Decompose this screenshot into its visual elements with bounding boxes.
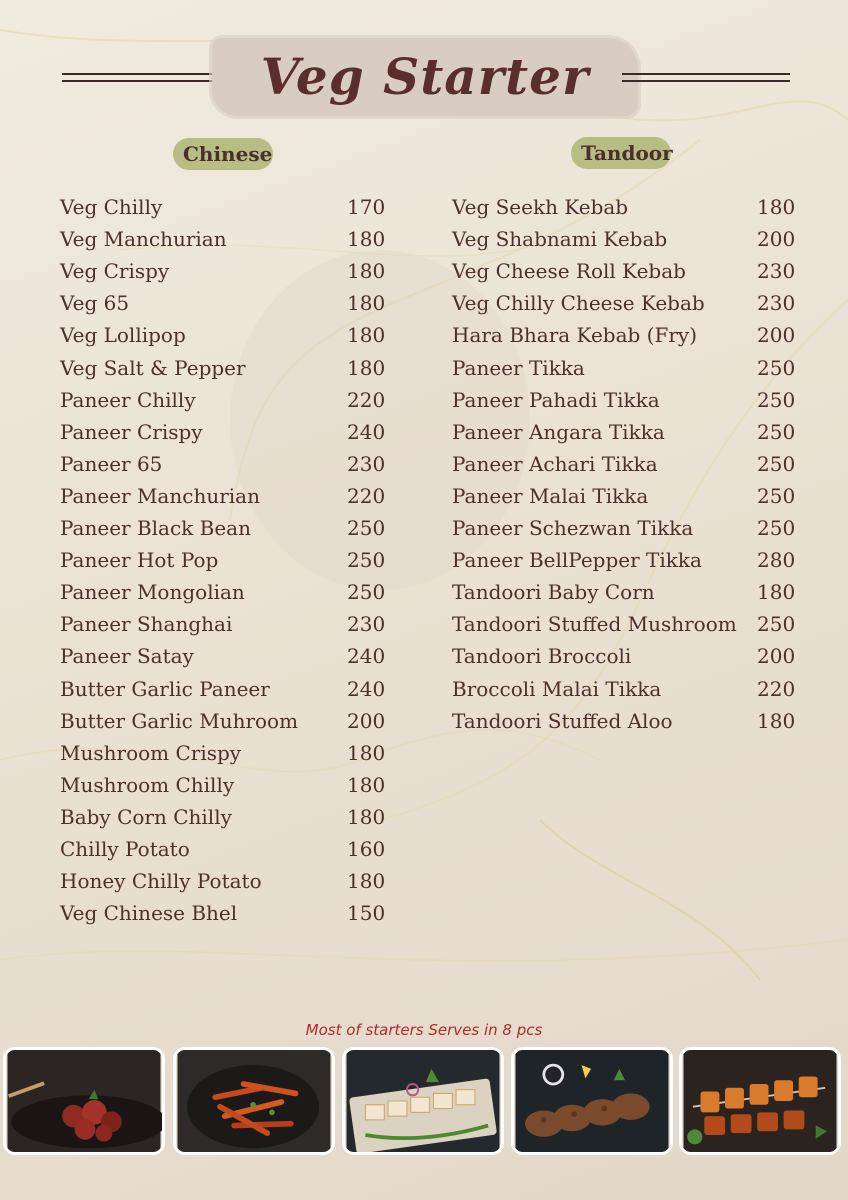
menu-item-row <box>452 384 807 416</box>
menu-item-price: 250 <box>757 419 796 444</box>
menu-item-price: 180 <box>757 580 796 605</box>
menu-item-price: 180 <box>347 740 386 765</box>
menu-item-price: 250 <box>347 548 386 573</box>
menu-item-name: Paneer Mongolian <box>60 580 245 605</box>
chilli-potato-photo-icon <box>173 1047 335 1155</box>
menu-item-name: Hara Bhara Kebab (Fry) <box>452 323 698 348</box>
menu-item-name: Tandoori Baby Corn <box>452 580 655 605</box>
menu-item-name: Paneer Black Bean <box>60 516 251 540</box>
menu-item-price: 200 <box>757 323 796 348</box>
menu-item-name: Paneer 65 <box>60 451 163 476</box>
menu-item-row <box>60 576 397 608</box>
menu-item-price: 250 <box>757 516 796 540</box>
menu-item-row <box>60 255 397 287</box>
menu-item-price: 180 <box>347 291 386 316</box>
menu-item-price: 220 <box>757 676 796 701</box>
menu-item-price: 230 <box>757 259 796 284</box>
menu-item-row <box>60 448 397 480</box>
menu-item-name: Baby Corn Chilly <box>60 804 232 829</box>
menu-item-price: 180 <box>347 355 386 380</box>
menu-item-name: Veg 65 <box>60 291 130 316</box>
menu-item-row <box>452 191 807 223</box>
menu-item-price: 240 <box>347 419 386 444</box>
menu-item-name: Veg Salt & Pepper <box>60 355 246 380</box>
chilli-paneer-photo-icon <box>3 1047 165 1155</box>
menu-item-row <box>60 223 397 255</box>
menu-item-name: Honey Chilly Potato <box>60 869 262 894</box>
title-rule-right-lower <box>622 80 790 82</box>
menu-item-price: 240 <box>347 676 386 701</box>
menu-item-price: 180 <box>347 227 386 252</box>
menu-item-row <box>60 865 397 897</box>
menu-item-name: Tandoori Stuffed Aloo <box>452 708 673 733</box>
menu-item-row <box>60 737 397 769</box>
seekh-kebab-photo-icon <box>511 1047 673 1155</box>
section-heading-tandoor: Tandoor <box>571 137 671 169</box>
menu-item-name: Veg Seekh Kebab <box>452 195 629 219</box>
menu-item-row <box>60 640 397 672</box>
menu-item-name: Veg Chinese Bhel <box>60 901 238 926</box>
menu-item-name: Broccoli Malai Tikka <box>452 676 662 701</box>
menu-item-price: 180 <box>757 195 796 219</box>
menu-item-row <box>452 287 807 319</box>
menu-item-row <box>452 576 807 608</box>
menu-item-name: Paneer Satay <box>60 644 194 669</box>
menu-item-price: 180 <box>757 708 796 733</box>
menu-item-row <box>60 416 397 448</box>
menu-item-price: 250 <box>757 355 796 380</box>
menu-item-name: Veg Crispy <box>60 259 170 284</box>
menu-item-name: Tandoori Broccoli <box>452 644 632 669</box>
menu-item-name: Paneer Shanghai <box>60 612 233 637</box>
menu-item-row <box>452 673 807 705</box>
menu-item-name: Chilly Potato <box>60 837 190 861</box>
menu-item-price: 180 <box>347 772 386 797</box>
menu-item-name: Butter Garlic Muhroom <box>60 708 299 733</box>
menu-item-row <box>60 705 397 737</box>
menu-item-price: 230 <box>347 451 386 476</box>
menu-item-row <box>60 319 397 351</box>
menu-item-row <box>60 673 397 705</box>
menu-item-name: Paneer BellPepper Tikka <box>452 548 702 573</box>
menu-item-price: 250 <box>757 387 796 412</box>
menu-item-name: Paneer Pahadi Tikka <box>452 387 660 412</box>
menu-item-price: 230 <box>347 612 386 637</box>
page-title: Veg Starter <box>260 47 590 106</box>
menu-item-name: Paneer Schezwan Tikka <box>452 516 694 540</box>
menu-item-price: 250 <box>347 580 386 605</box>
menu-item-name: Veg Manchurian <box>60 227 227 252</box>
menu-item-row <box>452 608 807 640</box>
menu-item-row <box>452 352 807 384</box>
menu-item-name: Veg Lollipop <box>60 323 186 348</box>
menu-item-price: 150 <box>347 901 386 926</box>
menu-item-row <box>60 544 397 576</box>
paneer-tikka-platter-photo-icon <box>342 1047 504 1155</box>
section-heading-chinese: Chinese <box>173 138 273 170</box>
menu-item-row <box>452 544 807 576</box>
menu-item-name: Paneer Manchurian <box>60 483 260 508</box>
menu-item-price: 200 <box>347 708 386 733</box>
menu-item-row <box>60 833 397 865</box>
menu-item-name: Veg Cheese Roll Kebab <box>452 259 686 284</box>
menu-item-row <box>452 480 807 512</box>
menu-item-name: Mushroom Crispy <box>60 740 242 765</box>
menu-item-price: 200 <box>757 644 796 669</box>
menu-item-price: 180 <box>347 804 386 829</box>
title-rule-left-lower <box>62 80 230 82</box>
menu-item-row <box>60 801 397 833</box>
menu-item-price: 180 <box>347 259 386 284</box>
menu-item-name: Paneer Malai Tikka <box>452 483 649 508</box>
menu-item-price: 220 <box>347 483 386 508</box>
menu-item-row <box>60 512 397 544</box>
menu-item-price: 280 <box>757 548 796 573</box>
menu-item-price: 220 <box>347 387 386 412</box>
menu-item-row <box>452 512 807 544</box>
menu-item-row <box>452 640 807 672</box>
menu-item-row <box>60 608 397 640</box>
menu-item-price: 200 <box>757 227 796 252</box>
title-rule-left <box>62 73 230 75</box>
menu-item-row <box>452 448 807 480</box>
menu-item-name: Butter Garlic Paneer <box>60 676 270 701</box>
menu-item-name: Tandoori Stuffed Mushroom <box>452 612 737 637</box>
menu-item-price: 250 <box>757 483 796 508</box>
menu-item-name: Veg Chilly <box>60 195 163 219</box>
menu-item-name: Paneer Angara Tikka <box>452 419 665 444</box>
menu-item-price: 180 <box>347 869 386 894</box>
menu-item-row <box>452 705 807 737</box>
menu-item-row <box>452 223 807 255</box>
menu-item-row <box>452 255 807 287</box>
menu-item-price: 180 <box>347 323 386 348</box>
menu-item-name: Paneer Hot Pop <box>60 548 219 573</box>
menu-item-row <box>60 480 397 512</box>
menu-item-price: 250 <box>757 612 796 637</box>
title-rule-right <box>622 73 790 75</box>
menu-item-row <box>452 416 807 448</box>
menu-item-price: 250 <box>347 516 386 540</box>
menu-item-price: 250 <box>757 451 796 476</box>
menu-item-name: Mushroom Chilly <box>60 772 235 797</box>
menu-item-row <box>60 191 397 223</box>
menu-item-price: 230 <box>757 291 796 316</box>
menu-item-row <box>60 769 397 801</box>
paneer-skewer-photo-icon <box>679 1047 841 1155</box>
menu-item-name: Paneer Tikka <box>452 355 585 380</box>
menu-item-name: Paneer Crispy <box>60 419 203 444</box>
menu-item-row <box>60 352 397 384</box>
menu-item-price: 240 <box>347 644 386 669</box>
menu-item-row <box>60 287 397 319</box>
menu-item-price: 170 <box>347 195 386 219</box>
title-banner <box>0 28 848 128</box>
menu-item-name: Paneer Achari Tikka <box>452 451 658 476</box>
serving-footnote: Most of starters Serves in 8 pcs <box>305 1021 543 1039</box>
menu-item-row <box>60 897 397 929</box>
menu-item-row <box>452 319 807 351</box>
menu-item-name: Paneer Chilly <box>60 387 196 412</box>
menu-item-price: 160 <box>347 837 386 861</box>
menu-item-name: Veg Shabnami Kebab <box>452 227 668 252</box>
menu-item-row <box>60 384 397 416</box>
menu-item-name: Veg Chilly Cheese Kebab <box>452 291 705 316</box>
